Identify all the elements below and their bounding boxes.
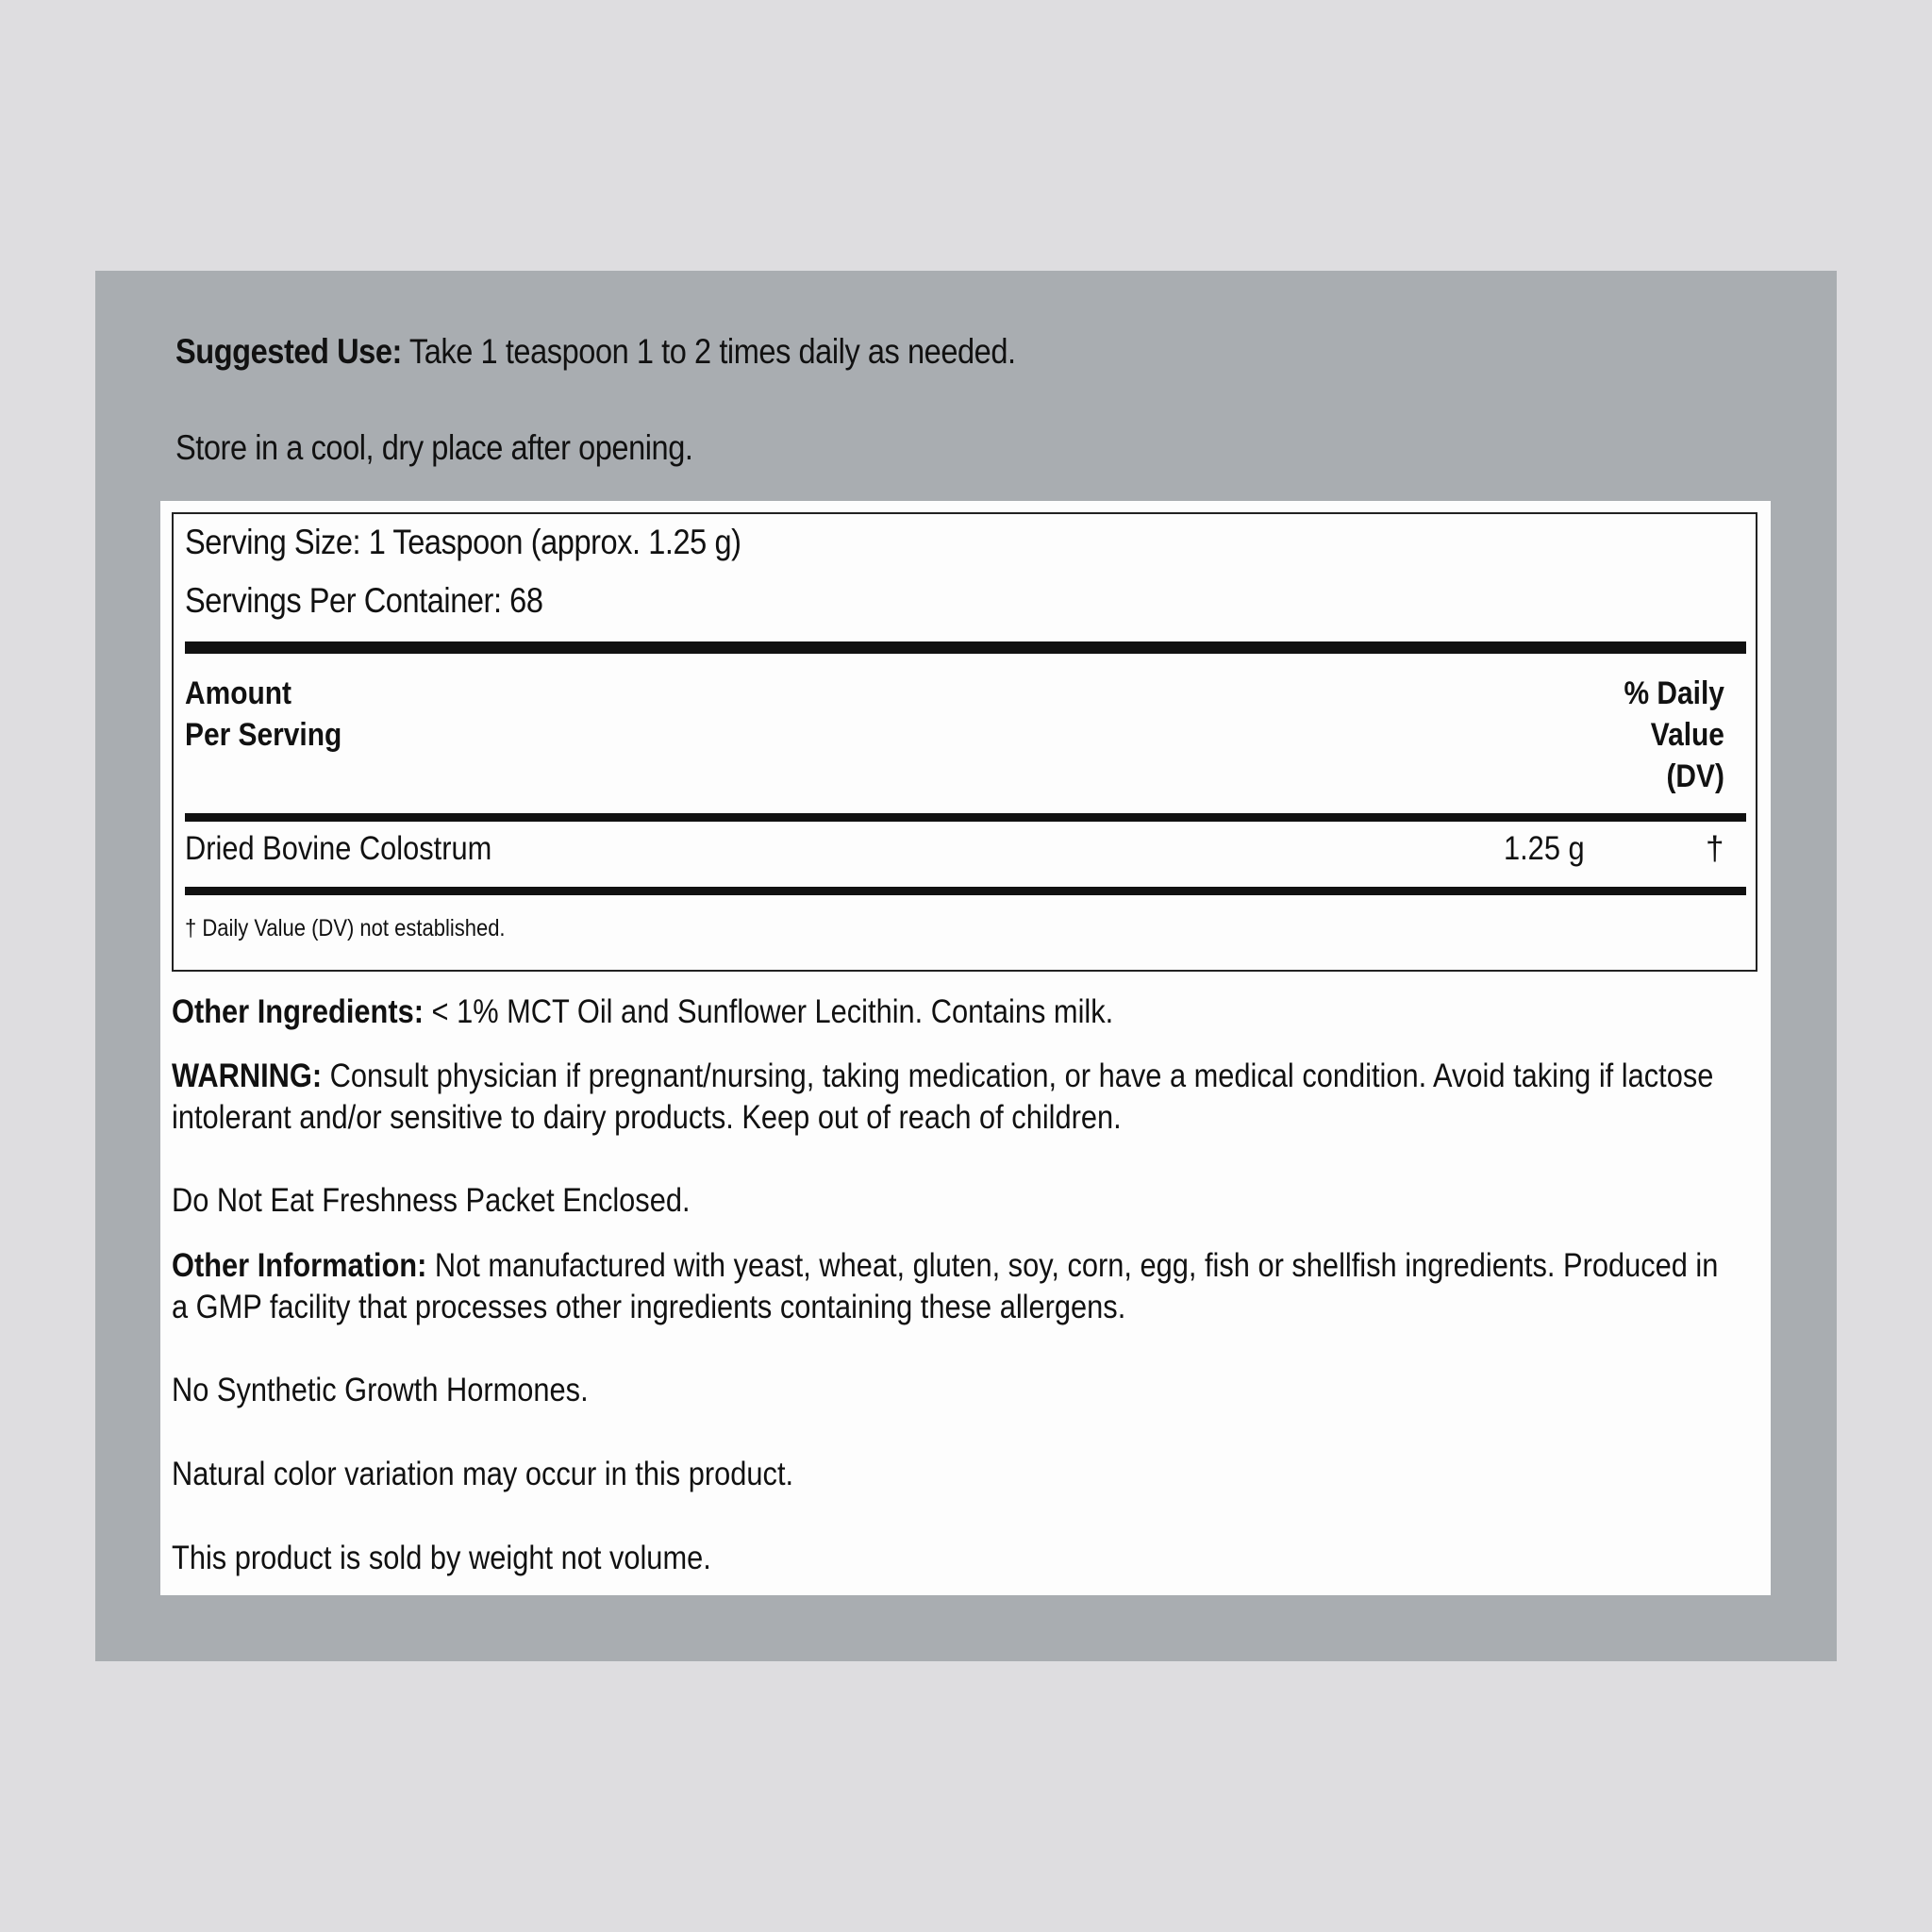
ingredient-dv: † (1706, 830, 1724, 867)
amount-per-serving-header (185, 673, 341, 756)
ingredient-amount: 1.25 g (1504, 830, 1585, 867)
other-information-label: Other Information: (172, 1247, 427, 1284)
suggested-use-label: Suggested Use: (175, 332, 402, 371)
medium-divider (185, 813, 1746, 822)
amount-header-line1: Amount (185, 675, 292, 711)
dv-header-line3: (DV) (1666, 758, 1724, 794)
ingredient-name: Dried Bovine Colostrum (185, 830, 492, 867)
warning (172, 1056, 1740, 1139)
servings-per-container: Servings Per Container: 68 (185, 581, 543, 620)
thick-divider (185, 641, 1746, 654)
storage-instructions: Store in a cool, dry place after opening. (175, 428, 693, 467)
sold-by-weight-notice: This product is sold by weight not volume. (172, 1540, 711, 1576)
other-information-text: Not manufactured with yeast, wheat, gluten, soy, corn, egg, fish or shellfish ingredients. Produced in a GMP facility that processes other ingredients containing these allergens. (172, 1247, 1719, 1325)
dv-header-line2: Value (1650, 717, 1724, 753)
dv-footnote: † Daily Value (DV) not established. (185, 915, 506, 941)
suggested-use-text: Take 1 teaspoon 1 to 2 times daily as needed. (401, 332, 1016, 371)
dv-header-line1: % Daily (1624, 675, 1724, 711)
amount-header-line2: Per Serving (185, 717, 342, 753)
other-ingredients-text: < 1% MCT Oil and Sunflower Lecithin. Contains milk. (423, 993, 1114, 1030)
other-ingredients-label: Other Ingredients: (172, 993, 424, 1030)
daily-value-header (1624, 673, 1724, 797)
no-hormones-notice: No Synthetic Growth Hormones. (172, 1372, 589, 1408)
other-ingredients (172, 991, 1740, 1033)
medium-divider (185, 887, 1746, 895)
warning-label: WARNING: (172, 1058, 323, 1094)
freshness-notice: Do Not Eat Freshness Packet Enclosed. (172, 1182, 691, 1219)
other-information (172, 1245, 1740, 1328)
serving-size: Serving Size: 1 Teaspoon (approx. 1.25 g) (185, 523, 741, 561)
color-variation-notice: Natural color variation may occur in this product. (172, 1456, 794, 1492)
suggested-use (175, 332, 1016, 372)
warning-text: Consult physician if pregnant/nursing, taking medication, or have a medical condition. Avoid taking if lactose intolerant and/or sensitive to dairy products. Keep out of reach of children. (172, 1058, 1714, 1136)
